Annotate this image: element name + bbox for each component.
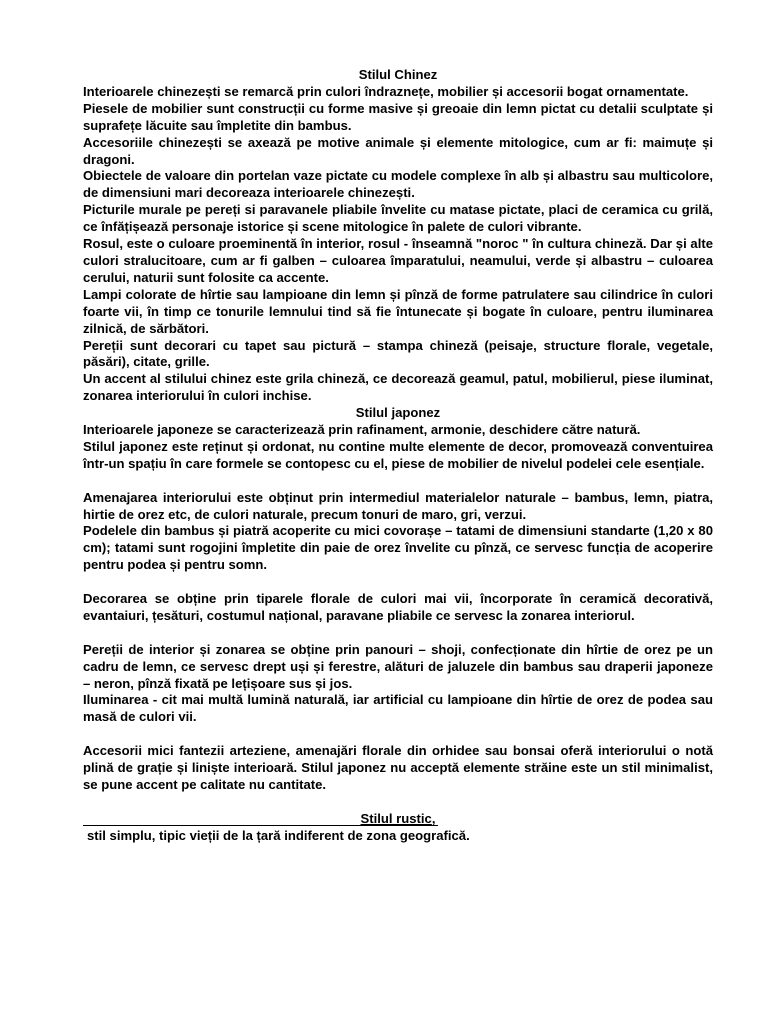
japanese-paragraph: Stilul japonez este reținut și ordonat, nu contine multe elemente de decor, promovează conventuirea într-un spațiu în care formele se contopesc cu el, piese de mobilier de nivelul podelei cele esențiale. [83, 438, 713, 471]
rustic-subtitle: stil simplu, tipic vieții de la țară indiferent de zona geografică. [87, 827, 470, 843]
paragraph-gap [83, 625, 713, 642]
japanese-paragraph: Podelele din bambus și piatră acoperite cu mici covorașe – tatami de dimensiuni standarte (1,20 x 80 cm); tatami sunt rogojini împletite din paie de orez învelite cu pînză, ce servesc funcția de acoperire pentru podea și pentru somn. [83, 523, 713, 573]
paragraph-gap [83, 726, 713, 743]
chinese-paragraph: Obiectele de valoare din portelan vaze pictate cu modele complexe în alb și albastru sau multicolore, de dimensiuni mari decoreaza interioarele chinezești. [83, 168, 713, 201]
japanese-paragraph: Pereții de interior și zonarea se obține prin panouri – shoji, confecționate din hîrtie de orez pe un cadru de lemn, ce servesc drept uși și ferestre, alături de jaluzele din bambus sau draperii japoneze – neron, pînză fixată pe lețișoare sus și jos. [83, 641, 713, 691]
chinese-paragraph: Pereții sunt decorari cu tapet sau pictură – stampa chineză (peisaje, structure florale, vegetale, păsări), citate, grille. [83, 337, 713, 370]
paragraph-gap [83, 574, 713, 591]
chinese-paragraph: Lampi colorate de hîrtie sau lampioane din lemn și pînză de forme patrulatere sau cilindrice în culori foarte vii, în timp ce tonurile lemnului tind să fie întunecate și bogate în culoare, pentru iluminarea zilnică, de sărbători. [83, 286, 713, 336]
japanese-paragraph: Accesorii mici fantezii arteziene, amenajări florale din orhidee sau bonsai oferă interiorului o notă plină de grație și liniște interioară. Stilul japonez nu acceptă elemente străine este un stil minimalist, se pune accent pe calitate nu cantitate. [83, 743, 713, 792]
japanese-paragraph: Decorarea se obține prin tiparele florale de culori mai vii, încorporate în ceramică decorativă, evantaiuri, țesături, costumul național, paravane pliabile ce servesc la zonarea interiorul. [83, 591, 713, 623]
chinese-paragraph: Un accent al stilului chinez este grila chineză, ce decorează geamul, patul, mobilierul, piese iluminat, zonarea interiorului în culori inchise. [83, 371, 713, 404]
paragraph-gap [83, 794, 713, 811]
rustic-style-title: Stilul rustic [360, 810, 432, 826]
japanese-style-title: Stilul japonez [355, 405, 441, 421]
chinese-paragraph: Piesele de mobilier sunt construcții cu forme masive și greoaie din lemn pictat cu detalii sculptate și suprafețe lăcuite sau împletite din bambus. [83, 100, 713, 133]
chinese-style-title: Stilul Chinez [358, 67, 438, 82]
chinese-paragraph: Accesoriile chinezești se axează pe motive animale și elemente mitologice, cum ar fi: maimuțe și dragoni. [83, 134, 713, 167]
chinese-paragraph: Picturile murale pe pereți si paravanele pliabile învelite cu matase pictate, placi de ceramica cu grilă, ce înfățișează personaje istorice și scene mitologice în palete de culori vibrante. [83, 202, 713, 235]
rustic-style-title-line [83, 811, 713, 828]
japanese-paragraph: Amenajarea interiorului este obținut prin intermediul materialelor naturale – bambus, lemn, piatra, hirtie de orez etc, de culori naturale, precum tonuri de maro, gri, verzui. [83, 489, 713, 522]
chinese-paragraph: Interioarele chinezești se remarcă prin culori îndraznețe, mobilier și accesorii bogat ornamentate. [83, 83, 689, 99]
japanese-paragraph: Iluminarea - cit mai multă lumină naturală, iar artificial cu lampioane din hîrtie de orez de podea sau masă de culori vii. [83, 692, 713, 725]
document-page [83, 67, 713, 845]
chinese-paragraph: Rosul, este o culoare proeminentă în interior, rosul - înseamnă "noroc " în cultura chineză. Dar și alte culori stralucitoare, cum ar fi galben – culoarea împaratului, neamului, verde și albastru – culoarea cerului, naturii sunt folosite ca accente. [83, 236, 713, 285]
paragraph-gap [83, 473, 713, 490]
japanese-paragraph: Interioarele japoneze se caracterizează prin rafinament, armonie, deschidere către natură. [83, 422, 641, 438]
title-underline-rule [83, 825, 438, 826]
rustic-title-comma: , [431, 810, 436, 826]
